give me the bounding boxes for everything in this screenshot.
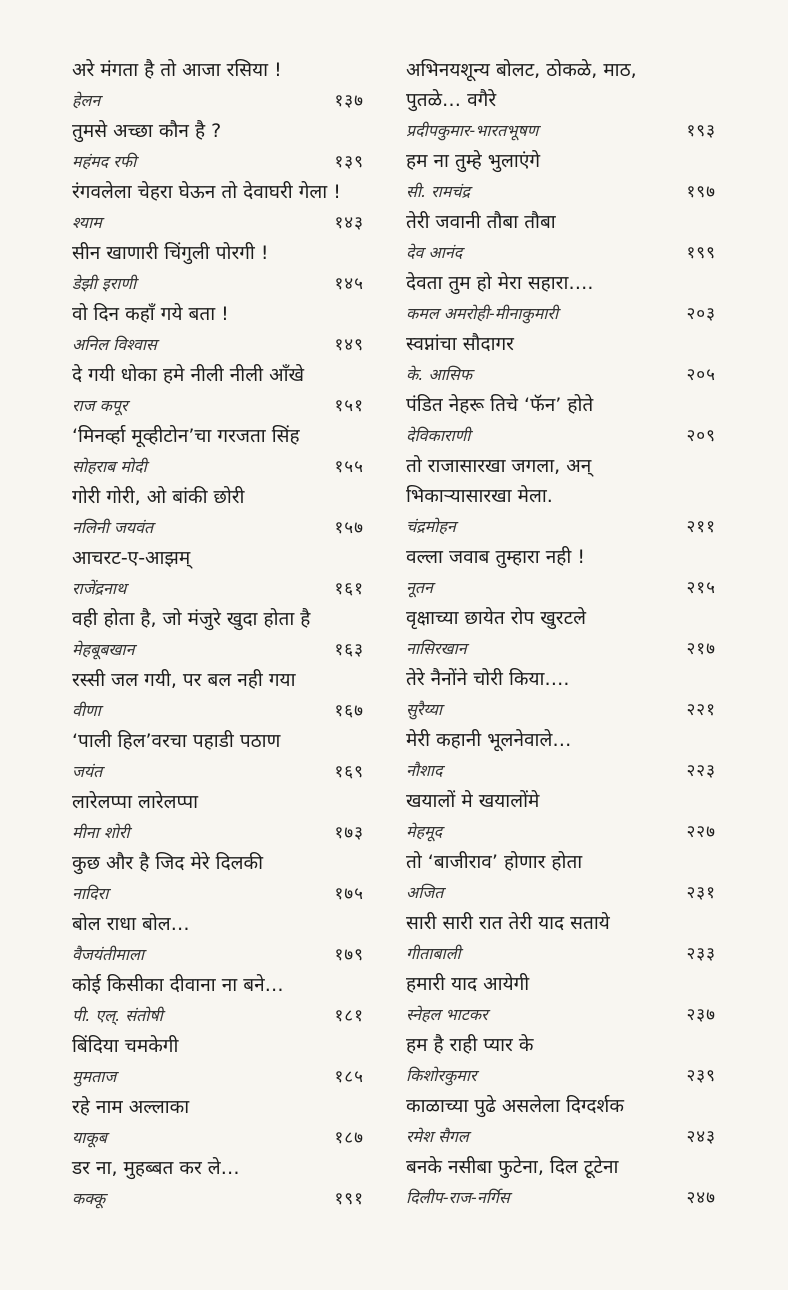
entry-person: स्नेहल भाटकर: [406, 1005, 488, 1024]
entry-person: मुमताज: [72, 1067, 117, 1086]
entry-person: मेहमूद: [406, 822, 443, 841]
entry-page-number: १९३: [686, 121, 716, 141]
contents-entry: [406, 847, 716, 908]
contents-entry: [406, 207, 716, 268]
entry-title: हम है राही प्यार के: [406, 1034, 534, 1056]
contents-entry: [72, 360, 380, 421]
entry-person: राजेंद्रनाथ: [72, 579, 127, 598]
entry-title: कोई किसीका दीवाना ना बने…: [72, 974, 284, 996]
entry-person: वैजयंतीमाला: [72, 945, 145, 964]
entry-page-number: २३७: [686, 1005, 716, 1025]
entry-person: नासिरखान: [406, 639, 467, 658]
entry-title: वही होता है, जो मंजुरे खुदा होता है: [72, 608, 311, 630]
entry-page-number: १६३: [334, 640, 364, 660]
contents-left-column: [72, 55, 380, 1214]
entry-person: चंद्रमोहन: [406, 517, 456, 536]
entry-title: ‘मिनर्व्हा मूव्हीटोन’चा गरजता सिंह: [72, 425, 300, 447]
entry-page-number: २३१: [686, 883, 716, 903]
entry-title: आचरट-ए-आझम्: [72, 547, 191, 569]
contents-entry: [72, 1092, 380, 1153]
entry-person: मेहबूबखान: [72, 640, 135, 659]
entry-person: देविकाराणी: [406, 426, 471, 445]
entry-page-number: २०५: [686, 365, 716, 385]
entry-person: नादिरा: [72, 884, 109, 903]
contents-entry: [72, 1153, 380, 1214]
entry-title: तुमसे अच्छा कौन है ?: [72, 120, 222, 142]
entry-title: वल्ला जवाब तुम्हारा नही !: [406, 546, 585, 568]
entry-title: रस्सी जल गयी, पर बल नही गया: [72, 669, 296, 691]
entry-title: मेरी कहानी भूलनेवाले…: [406, 729, 572, 751]
entry-title: लारेलप्पा लारेलप्पा: [72, 791, 199, 813]
entry-page-number: १६७: [334, 701, 364, 721]
entry-person: प्रदीपकुमार-भारतभूषण: [406, 121, 539, 140]
entry-person: के. आसिफ: [406, 365, 473, 384]
entry-title: तो ‘बाजीराव’ होणार होता: [406, 851, 583, 873]
entry-title: रहे नाम अल्लाका: [72, 1096, 190, 1118]
entry-title: गोरी गोरी, ओ बांकी छोरी: [72, 486, 245, 508]
entry-person: मीना शोरी: [72, 823, 130, 842]
contents-entry: [406, 908, 716, 969]
entry-page-number: १९१: [334, 1189, 364, 1209]
contents-entry: [72, 604, 380, 665]
entry-page-number: १७९: [334, 945, 364, 965]
contents-entry: [406, 542, 716, 603]
contents-entry: [72, 177, 380, 238]
contents-entry: [72, 543, 380, 604]
entry-title: काळाच्या पुढे असलेला दिग्दर्शक: [406, 1095, 624, 1117]
entry-title: हम ना तुम्हे भुलाएंगे: [406, 150, 541, 172]
entry-page-number: १५१: [334, 396, 364, 416]
entry-person: नलिनी जयवंत: [72, 518, 154, 537]
entry-title-continued: पुतळे… वगैरे: [406, 89, 497, 111]
contents-entry: [406, 268, 716, 329]
entry-title: वृक्षाच्या छायेत रोप खुरटले: [406, 607, 587, 629]
entry-person: सी. रामचंद्र: [406, 182, 471, 201]
entry-page-number: २२१: [686, 700, 716, 720]
entry-page-number: १६९: [334, 762, 364, 782]
entry-page-number: २३९: [686, 1066, 716, 1086]
contents-entry: [72, 238, 380, 299]
entry-page-number: १९७: [686, 182, 716, 202]
entry-title: पंडित नेहरू तिचे ‘फॅन’ होते: [406, 394, 594, 416]
entry-person: नौशाद: [406, 761, 443, 780]
entry-title: दे गयी धोका हमे नीली नीली आँखे: [72, 364, 305, 386]
contents-entry: [72, 421, 380, 482]
entry-person: पी. एल्. संतोषी: [72, 1006, 163, 1025]
entry-person: कमल अमरोही-मीनाकुमारी: [406, 304, 559, 323]
entry-page-number: १६१: [334, 579, 364, 599]
contents-entry: [406, 725, 716, 786]
entry-title: अभिनयशून्य बोलट, ठोकळे, माठ,: [406, 59, 637, 81]
entry-page-number: १३९: [334, 152, 364, 172]
contents-entry: [406, 1091, 716, 1152]
entry-person: अजित: [406, 883, 444, 902]
entry-title: तेरी जवानी तौबा तौबा: [406, 211, 556, 233]
entry-page-number: १५५: [334, 457, 364, 477]
entry-title: हमारी याद आयेगी: [406, 973, 530, 995]
entry-person: सोहराब मोदी: [72, 457, 147, 476]
entry-title-continued: भिकाऱ्यासारखा मेला.: [406, 485, 553, 507]
entry-title: तेरे नैनोंने चोरी किया….: [406, 668, 570, 690]
contents-entry: [406, 786, 716, 847]
entry-person: याकूब: [72, 1128, 107, 1147]
entry-page-number: २०९: [686, 426, 716, 446]
contents-entry: [406, 55, 716, 146]
entry-person: किशोरकुमार: [406, 1066, 477, 1085]
entry-page-number: १९९: [686, 243, 716, 263]
entry-page-number: १८७: [334, 1128, 364, 1148]
entry-title: तो राजासारखा जगला, अन्: [406, 455, 592, 477]
contents-entry: [406, 146, 716, 207]
entry-title: सीन खाणारी चिंगुली पोरगी !: [72, 242, 269, 264]
contents-entry: [406, 451, 716, 542]
entry-person: हेलन: [72, 91, 101, 110]
entry-person: श्याम: [72, 213, 102, 232]
entry-page-number: २१५: [686, 578, 716, 598]
entry-person: दिलीप-राज-नर्गिस: [406, 1188, 510, 1207]
contents-entry: [406, 329, 716, 390]
entry-page-number: १४५: [334, 274, 364, 294]
contents-entry: [72, 299, 380, 360]
entry-page-number: २४७: [686, 1188, 716, 1208]
entry-person: अनिल विश्वास: [72, 335, 157, 354]
entry-page-number: २१७: [686, 639, 716, 659]
entry-title: वो दिन कहाँ गये बता !: [72, 303, 229, 325]
entry-person: रमेश सैगल: [406, 1127, 469, 1146]
contents-entry: [72, 116, 380, 177]
entry-person: नूतन: [406, 578, 433, 597]
contents-entry: [72, 726, 380, 787]
contents-entry: [406, 664, 716, 725]
entry-person: देव आनंद: [406, 243, 463, 262]
contents-entry: [72, 787, 380, 848]
entry-page-number: १४३: [334, 213, 364, 233]
entry-page-number: १५७: [334, 518, 364, 538]
contents-entry: [72, 848, 380, 909]
entry-title: बोल राधा बोल…: [72, 913, 190, 935]
entry-title: खयालों मे खयालोंमे: [406, 790, 540, 812]
entry-title: ‘पाली हिल’वरचा पहाडी पठाण: [72, 730, 281, 752]
entry-title: रंगवलेला चेहरा घेऊन तो देवाघरी गेला !: [72, 181, 341, 203]
entry-page-number: २०३: [686, 304, 716, 324]
contents-entry: [72, 909, 380, 970]
entry-page-number: २४३: [686, 1127, 716, 1147]
entry-title: बनके नसीबा फुटेना, दिल टूटेना: [406, 1156, 619, 1178]
contents-entry: [72, 1031, 380, 1092]
contents-entry: [406, 1030, 716, 1091]
entry-page-number: २२७: [686, 822, 716, 842]
entry-title: बिंदिया चमकेगी: [72, 1035, 179, 1057]
entry-title: सारी सारी रात तेरी याद सताये: [406, 912, 610, 934]
entry-person: गीताबाली: [406, 944, 461, 963]
entry-page-number: २११: [686, 517, 716, 537]
entry-title: कुछ और है जिद मेरे दिलकी: [72, 852, 264, 874]
contents-entry: [72, 482, 380, 543]
entry-title: स्वप्नांचा सौदागर: [406, 333, 514, 355]
entry-person: राज कपूर: [72, 396, 128, 415]
entry-title: देवता तुम हो मेरा सहारा….: [406, 272, 594, 294]
contents-entry: [406, 603, 716, 664]
entry-page-number: १८१: [334, 1006, 364, 1026]
entry-person: जयंत: [72, 762, 103, 781]
contents-entry: [406, 1152, 716, 1213]
entry-person: सुरैय्या: [406, 700, 443, 719]
contents-right-column: [406, 55, 716, 1213]
contents-entry: [406, 969, 716, 1030]
entry-person: डेझी इराणी: [72, 274, 137, 293]
contents-entry: [406, 390, 716, 451]
entry-title: डर ना, मुहब्बत कर ले…: [72, 1157, 240, 1179]
contents-entry: [72, 55, 380, 116]
contents-entry: [72, 970, 380, 1031]
entry-page-number: १३७: [334, 91, 364, 111]
entry-page-number: १४९: [334, 335, 364, 355]
entry-page-number: १७३: [334, 823, 364, 843]
contents-entry: [72, 665, 380, 726]
entry-page-number: २३३: [686, 944, 716, 964]
entry-page-number: १८५: [334, 1067, 364, 1087]
entry-page-number: १७५: [334, 884, 364, 904]
entry-person: वीणा: [72, 701, 101, 720]
entry-title: अरे मंगता है तो आजा रसिया !: [72, 59, 282, 81]
entry-page-number: २२३: [686, 761, 716, 781]
entry-person: कक्कू: [72, 1189, 106, 1208]
entry-person: महंमद रफी: [72, 152, 137, 171]
